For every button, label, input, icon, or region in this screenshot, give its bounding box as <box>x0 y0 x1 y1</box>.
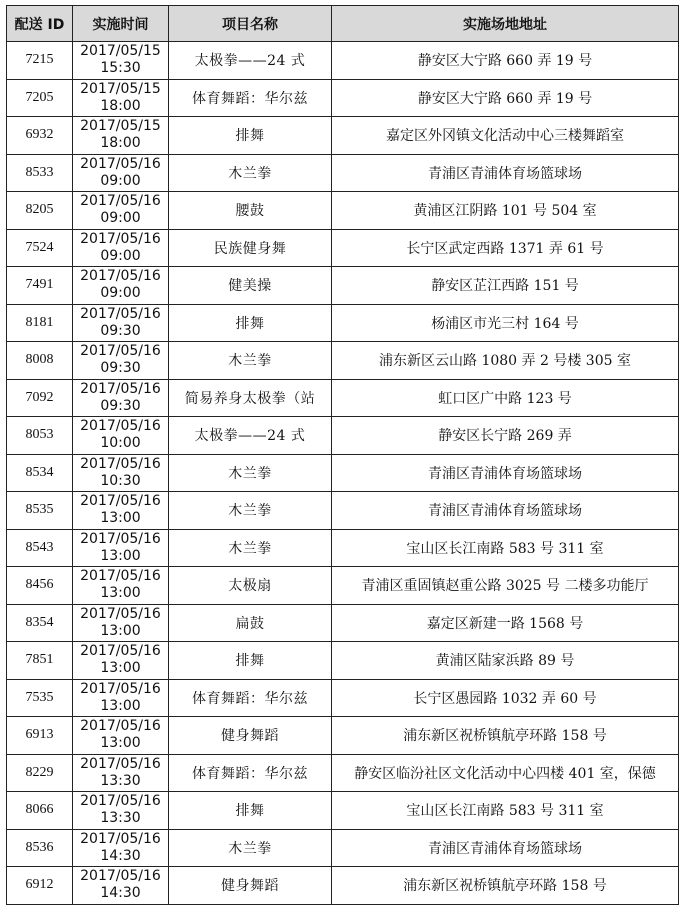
cell-address: 嘉定区外冈镇文化活动中心三楼舞蹈室 <box>332 117 679 155</box>
cell-id: 8536 <box>7 829 73 867</box>
cell-address: 黄浦区陆家浜路 89 号 <box>332 642 679 680</box>
cell-address: 黄浦区江阴路 101 号 504 室 <box>332 192 679 230</box>
header-address: 实施场地地址 <box>332 6 679 42</box>
cell-address: 虹口区广中路 123 号 <box>332 379 679 417</box>
cell-date-text: 2017/05/16 <box>80 493 161 510</box>
cell-address: 青浦区青浦体育场篮球场 <box>332 454 679 492</box>
cell-project-name: 太极扇 <box>169 567 332 605</box>
cell-project-name: 体育舞蹈：华尔兹 <box>169 79 332 117</box>
cell-time-text: 09:00 <box>100 210 141 227</box>
cell-date-text: 2017/05/16 <box>80 643 161 660</box>
header-name: 项目名称 <box>169 6 332 42</box>
cell-address: 静安区长宁路 269 弄 <box>332 417 679 455</box>
cell-project-name: 腰鼓 <box>169 192 332 230</box>
cell-time-text: 09:30 <box>100 322 141 339</box>
cell-id: 8066 <box>7 792 73 830</box>
cell-id: 8456 <box>7 567 73 605</box>
cell-time <box>73 417 169 455</box>
cell-address: 静安区芷江西路 151 号 <box>332 267 679 305</box>
cell-time-text: 09:00 <box>100 285 141 302</box>
cell-date-text: 2017/05/15 <box>80 118 161 135</box>
cell-address: 长宁区愚园路 1032 弄 60 号 <box>332 679 679 717</box>
table-row <box>7 529 679 567</box>
cell-time-text: 13:30 <box>100 772 141 789</box>
cell-time-text: 10:30 <box>100 472 141 489</box>
table-row <box>7 192 679 230</box>
cell-time <box>73 829 169 867</box>
cell-id: 7535 <box>7 679 73 717</box>
table-row <box>7 642 679 680</box>
cell-time <box>73 529 169 567</box>
cell-date-text: 2017/05/16 <box>80 193 161 210</box>
cell-date-text: 2017/05/16 <box>80 755 161 772</box>
cell-project-name: 排舞 <box>169 117 332 155</box>
cell-time-text: 10:00 <box>100 435 141 452</box>
cell-time <box>73 342 169 380</box>
cell-project-name: 木兰拳 <box>169 492 332 530</box>
cell-id: 8008 <box>7 342 73 380</box>
cell-date-text: 2017/05/16 <box>80 155 161 172</box>
table-row <box>7 792 679 830</box>
cell-date-text: 2017/05/16 <box>80 830 161 847</box>
table-row <box>7 567 679 605</box>
cell-id: 6932 <box>7 117 73 155</box>
cell-date-text: 2017/05/16 <box>80 680 161 697</box>
cell-date-text: 2017/05/16 <box>80 568 161 585</box>
cell-date-text: 2017/05/15 <box>80 43 161 60</box>
cell-project-name: 体育舞蹈：华尔兹 <box>169 679 332 717</box>
table-row <box>7 754 679 792</box>
cell-address: 静安区临汾社区文化活动中心四楼 401 室，保德 <box>332 754 679 792</box>
cell-time <box>73 79 169 117</box>
cell-date-text: 2017/05/16 <box>80 530 161 547</box>
cell-address: 浦东新区祝桥镇航亭环路 158 号 <box>332 717 679 755</box>
cell-time <box>73 267 169 305</box>
cell-address: 浦东新区云山路 1080 弄 2 号楼 305 室 <box>332 342 679 380</box>
cell-id: 6913 <box>7 717 73 755</box>
cell-id: 8535 <box>7 492 73 530</box>
header-id: 配送 ID <box>7 6 73 42</box>
cell-project-name: 木兰拳 <box>169 342 332 380</box>
cell-date-text: 2017/05/16 <box>80 380 161 397</box>
cell-project-name: 健身舞蹈 <box>169 867 332 905</box>
cell-id: 8533 <box>7 154 73 192</box>
cell-time <box>73 154 169 192</box>
table-row <box>7 267 679 305</box>
cell-address: 青浦区重固镇赵重公路 3025 号 二楼多功能厅 <box>332 567 679 605</box>
cell-time-text: 15:30 <box>100 60 141 77</box>
cell-id: 7205 <box>7 79 73 117</box>
cell-time <box>73 567 169 605</box>
table-row <box>7 117 679 155</box>
header-time: 实施时间 <box>73 6 169 42</box>
cell-id: 6912 <box>7 867 73 905</box>
table-row <box>7 604 679 642</box>
cell-time-text: 09:30 <box>100 360 141 377</box>
cell-time-text: 13:00 <box>100 697 141 714</box>
cell-time <box>73 454 169 492</box>
cell-time-text: 14:30 <box>100 885 141 902</box>
table-row <box>7 42 679 80</box>
cell-time-text: 09:00 <box>100 247 141 264</box>
cell-time <box>73 304 169 342</box>
cell-time <box>73 717 169 755</box>
table-row <box>7 454 679 492</box>
cell-time-text: 13:00 <box>100 547 141 564</box>
cell-time <box>73 229 169 267</box>
cell-project-name: 健身舞蹈 <box>169 717 332 755</box>
cell-id: 7851 <box>7 642 73 680</box>
cell-project-name: 木兰拳 <box>169 454 332 492</box>
cell-time-text: 13:00 <box>100 510 141 527</box>
cell-time-text: 13:00 <box>100 585 141 602</box>
cell-time <box>73 492 169 530</box>
cell-project-name: 太极拳——24 式 <box>169 42 332 80</box>
cell-project-name: 体育舞蹈：华尔兹 <box>169 754 332 792</box>
cell-address: 青浦区青浦体育场篮球场 <box>332 829 679 867</box>
cell-date-text: 2017/05/16 <box>80 605 161 622</box>
cell-time-text: 18:00 <box>100 97 141 114</box>
table-row <box>7 154 679 192</box>
cell-time <box>73 117 169 155</box>
cell-address: 静安区大宁路 660 弄 19 号 <box>332 79 679 117</box>
cell-address: 浦东新区祝桥镇航亭环路 158 号 <box>332 867 679 905</box>
cell-id: 8053 <box>7 417 73 455</box>
cell-time-text: 13:30 <box>100 810 141 827</box>
cell-time <box>73 679 169 717</box>
cell-date-text: 2017/05/16 <box>80 268 161 285</box>
cell-time <box>73 42 169 80</box>
cell-date-text: 2017/05/16 <box>80 305 161 322</box>
table-header <box>7 6 679 42</box>
schedule-table <box>6 5 679 905</box>
cell-date-text: 2017/05/16 <box>80 455 161 472</box>
cell-time <box>73 642 169 680</box>
cell-project-name: 健美操 <box>169 267 332 305</box>
cell-date-text: 2017/05/16 <box>80 718 161 735</box>
cell-id: 7092 <box>7 379 73 417</box>
cell-address: 嘉定区新建一路 1568 号 <box>332 604 679 642</box>
table-row <box>7 492 679 530</box>
cell-address: 静安区大宁路 660 弄 19 号 <box>332 42 679 80</box>
table-row <box>7 342 679 380</box>
cell-project-name: 扁鼓 <box>169 604 332 642</box>
cell-project-name: 排舞 <box>169 304 332 342</box>
cell-id: 7524 <box>7 229 73 267</box>
cell-project-name: 民族健身舞 <box>169 229 332 267</box>
table-row <box>7 379 679 417</box>
table-row <box>7 829 679 867</box>
cell-time-text: 13:00 <box>100 660 141 677</box>
cell-date-text: 2017/05/16 <box>80 418 161 435</box>
cell-id: 7215 <box>7 42 73 80</box>
cell-address: 长宁区武定西路 1371 弄 61 号 <box>332 229 679 267</box>
cell-date-text: 2017/05/16 <box>80 230 161 247</box>
cell-project-name: 排舞 <box>169 792 332 830</box>
cell-project-name: 木兰拳 <box>169 154 332 192</box>
cell-time-text: 13:00 <box>100 622 141 639</box>
cell-date-text: 2017/05/15 <box>80 80 161 97</box>
cell-address: 宝山区长江南路 583 号 311 室 <box>332 529 679 567</box>
cell-id: 8205 <box>7 192 73 230</box>
table-body <box>7 42 679 905</box>
table-row <box>7 304 679 342</box>
cell-time <box>73 754 169 792</box>
cell-id: 8181 <box>7 304 73 342</box>
cell-address: 青浦区青浦体育场篮球场 <box>332 154 679 192</box>
cell-time <box>73 379 169 417</box>
cell-date-text: 2017/05/16 <box>80 343 161 360</box>
cell-time-text: 18:00 <box>100 135 141 152</box>
table-row <box>7 717 679 755</box>
cell-id: 7491 <box>7 267 73 305</box>
cell-address: 青浦区青浦体育场篮球场 <box>332 492 679 530</box>
cell-time <box>73 867 169 905</box>
table-row <box>7 79 679 117</box>
cell-project-name: 简易养身太极拳（站 <box>169 379 332 417</box>
cell-project-name: 太极拳——24 式 <box>169 417 332 455</box>
table-row <box>7 867 679 905</box>
cell-time-text: 13:00 <box>100 735 141 752</box>
cell-time-text: 09:30 <box>100 397 141 414</box>
cell-id: 8543 <box>7 529 73 567</box>
cell-time <box>73 604 169 642</box>
cell-project-name: 木兰拳 <box>169 529 332 567</box>
table-row <box>7 679 679 717</box>
cell-date-text: 2017/05/16 <box>80 793 161 810</box>
header-row <box>7 6 679 42</box>
cell-time-text: 14:30 <box>100 847 141 864</box>
table-row <box>7 417 679 455</box>
cell-time <box>73 192 169 230</box>
table-row <box>7 229 679 267</box>
cell-address: 杨浦区市光三村 164 号 <box>332 304 679 342</box>
cell-project-name: 排舞 <box>169 642 332 680</box>
cell-address: 宝山区长江南路 583 号 311 室 <box>332 792 679 830</box>
cell-project-name: 木兰拳 <box>169 829 332 867</box>
cell-date-text: 2017/05/16 <box>80 868 161 885</box>
cell-id: 8354 <box>7 604 73 642</box>
cell-id: 8534 <box>7 454 73 492</box>
cell-time <box>73 792 169 830</box>
cell-time-text: 09:00 <box>100 172 141 189</box>
cell-id: 8229 <box>7 754 73 792</box>
